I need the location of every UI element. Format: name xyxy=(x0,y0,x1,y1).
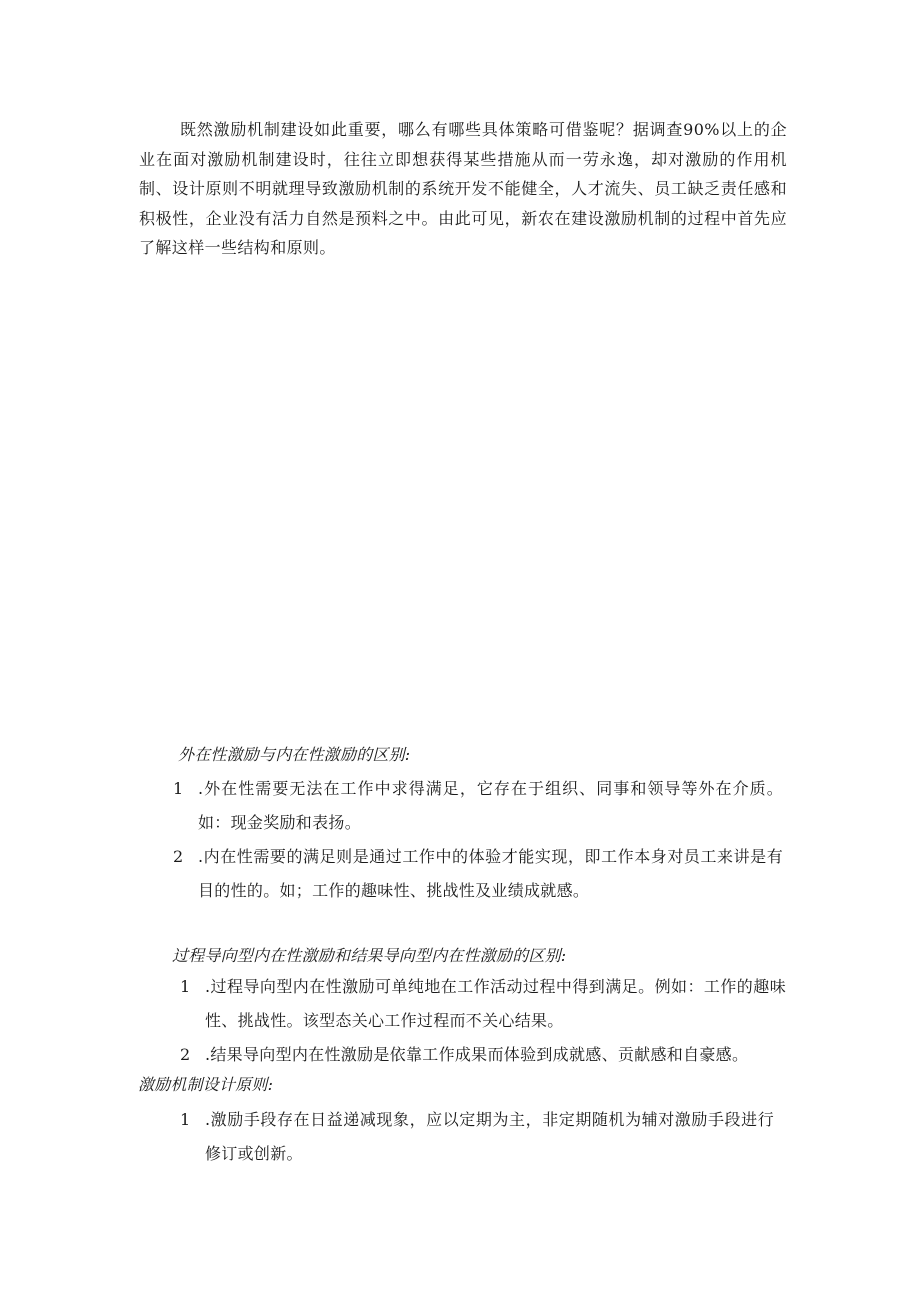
list-item xyxy=(173,840,783,908)
list-item-text: .激励手段存在日益递减现象，应以定期为主，非定期随机为辅对激励手段进行修订或创新。 xyxy=(205,1110,774,1163)
list-item-number: 1 xyxy=(180,1110,191,1129)
list-item xyxy=(180,1103,774,1171)
list-item xyxy=(180,1038,786,1072)
list-item-text: .过程导向型内在性激励可单纯地在工作活动过程中得到满足。例如：工作的趣味性、挑战性。该型态关心工作过程而不关心结果。 xyxy=(205,977,786,1030)
list-item-text: .内在性需要的满足则是通过工作中的体验才能实现，即工作本身对员工来讲是有目的性的。如；工作的趣味性、挑战性及业绩成就感。 xyxy=(198,847,783,900)
list-item-text: .结果导向型内在性激励是依靠工作成果而体验到成就感、贡献感和自豪感。 xyxy=(205,1045,749,1064)
list-item-number: 2 xyxy=(173,847,184,866)
list-item-number: 1 xyxy=(173,779,184,798)
list-item-number: 2 xyxy=(180,1045,191,1064)
list-item xyxy=(173,772,783,840)
list-item-text: .外在性需要无法在工作中求得满足，它存在于组织、同事和领导等外在介质。如：现金奖励和表扬。 xyxy=(198,779,783,832)
intro-paragraph: 既然激励机制建设如此重要，哪么有哪些具体策略可借鉴呢？据调查90%以上的企业在面对激励机制建设时，往往立即想获得某些措施从而一劳永逸，却对激励的作用机制、设计原则不明就理导致激励机制的系统开发不能健全，人才流失、员工缺乏责任感和积极性，企业没有活力自然是预料之中。由此可见，新农在建设激励机制的过程中首先应了解这样一些结构和原则。 xyxy=(139,120,787,257)
section-heading-process-result: 过程导向型内在性激励和结果导向型内在性激励的区别: xyxy=(172,946,567,965)
list-item xyxy=(180,970,786,1038)
section-heading-design-principles: 激励机制设计原则: xyxy=(138,1075,274,1094)
section-heading-extrinsic-intrinsic: 外在性激励与内在性激励的区别: xyxy=(178,745,411,764)
list-item-number: 1 xyxy=(180,977,191,996)
